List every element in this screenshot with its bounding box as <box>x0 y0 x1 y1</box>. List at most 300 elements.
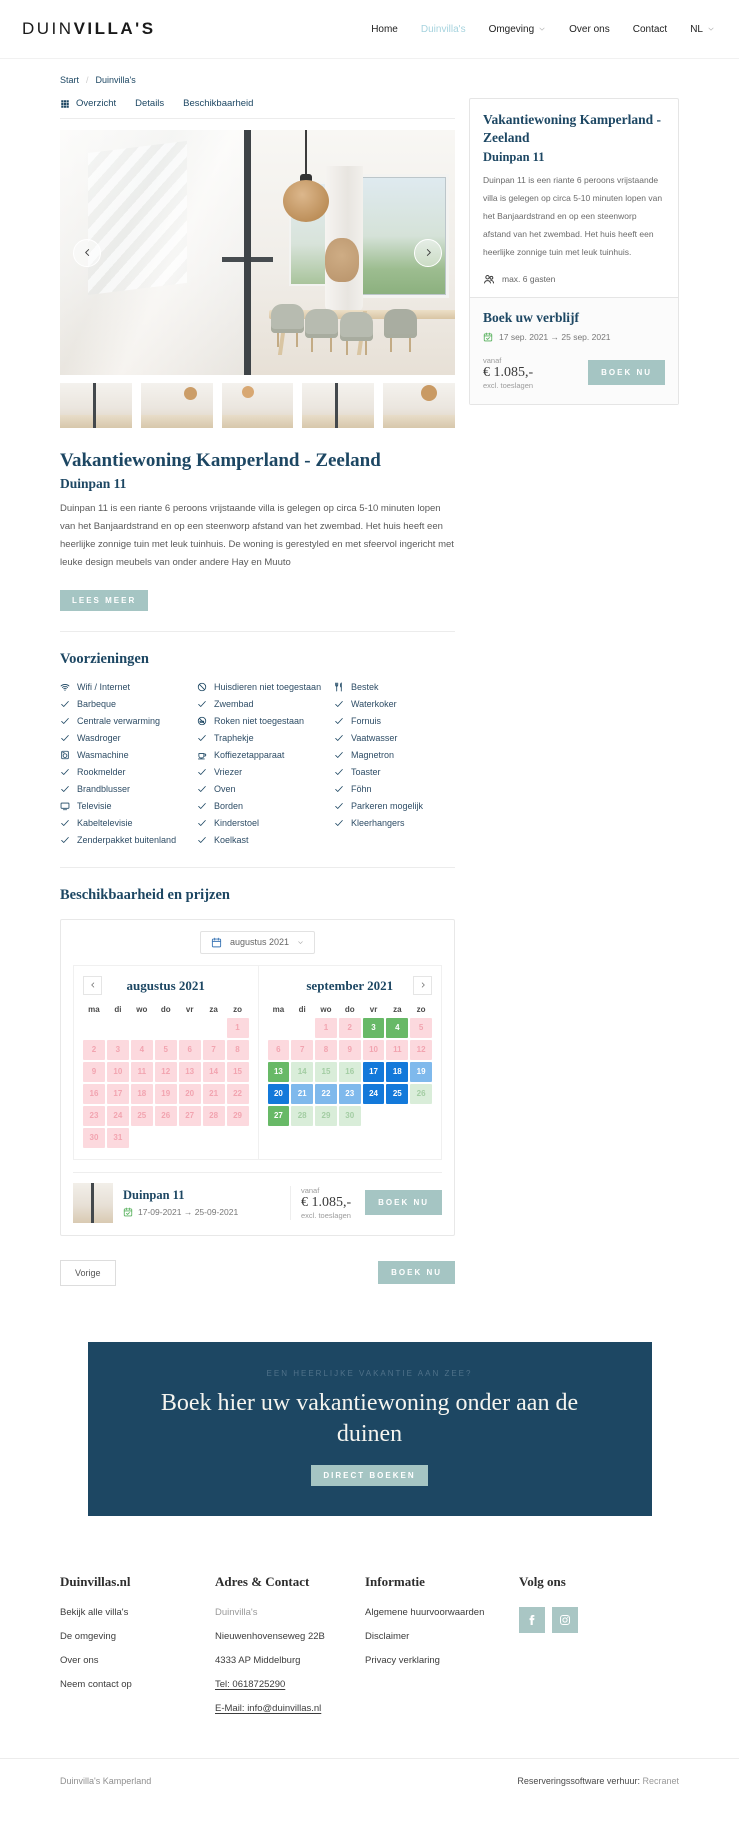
footer-link-neem-contact-op[interactable]: Neem contact op <box>60 1679 132 1691</box>
check-icon <box>60 699 70 709</box>
footer-link-de-omgeving[interactable]: De omgeving <box>60 1631 116 1643</box>
logo[interactable] <box>22 19 156 39</box>
footer-column-duinvillas-nl <box>60 1574 215 1714</box>
next-month-button[interactable] <box>413 976 432 995</box>
calendar-day[interactable]: 16 <box>83 1084 105 1104</box>
booking-row <box>73 1172 442 1223</box>
carousel-thumbnails <box>60 383 455 428</box>
calendar-day-empty <box>155 1018 177 1038</box>
calendar-day[interactable]: 1 <box>315 1018 337 1038</box>
weekday-row <box>268 1005 433 1014</box>
calendar-day[interactable]: 25 <box>386 1084 408 1104</box>
amenity-item <box>60 783 197 796</box>
nav-item-duinvilla-s[interactable] <box>421 24 466 35</box>
weekday-label: di <box>298 1004 306 1014</box>
amenities-column-2 <box>197 681 334 847</box>
amenities-column-3 <box>334 681 471 847</box>
calendar-day[interactable]: 26 <box>155 1106 177 1126</box>
booking-row-dates <box>123 1207 280 1217</box>
calendar-day[interactable]: 21 <box>291 1084 313 1104</box>
logo-bold: VILLA'S <box>73 19 156 38</box>
footer-heading: Duinvillas.nl <box>60 1574 131 1590</box>
software-credit <box>517 1776 679 1786</box>
amenity-label: Brandblusser <box>77 784 131 795</box>
calendar-day[interactable]: 14 <box>203 1062 225 1082</box>
carousel-thumbnail[interactable] <box>60 383 132 428</box>
weekday-label: za <box>393 1004 402 1014</box>
amenity-item <box>197 817 334 830</box>
weekday-row <box>83 1005 249 1014</box>
bottom-bar <box>0 1758 739 1822</box>
calendar-day[interactable]: 18 <box>386 1062 408 1082</box>
calendar-day[interactable]: 4 <box>131 1040 153 1060</box>
calendar-day[interactable]: 30 <box>339 1106 361 1126</box>
check-icon <box>60 716 70 726</box>
amenity-item <box>197 715 334 728</box>
calendar-day[interactable]: 8 <box>315 1040 337 1060</box>
amenity-label: Magnetron <box>351 750 395 761</box>
cta-banner <box>88 1342 652 1516</box>
calendar-day[interactable]: 29 <box>227 1106 249 1126</box>
amenity-label: Zwembad <box>214 699 254 710</box>
photo-wall-decor <box>325 238 359 282</box>
calendar-day[interactable]: 12 <box>410 1040 432 1060</box>
bottom-actions <box>60 1260 455 1286</box>
booking-heading: Boek uw verblijf <box>483 309 579 325</box>
booking-price-row <box>483 356 665 390</box>
calendar-day[interactable]: 20 <box>268 1084 290 1104</box>
check-icon <box>334 750 344 760</box>
read-more-button[interactable]: LEES MEER <box>60 590 148 611</box>
grid-icon <box>60 99 70 109</box>
month-name: augustus 2021 <box>126 977 205 993</box>
month-select[interactable] <box>200 931 315 954</box>
footer-line: Duinvilla's <box>215 1607 258 1619</box>
footer-heading: Volg ons <box>519 1574 566 1590</box>
amenity-item <box>60 715 197 728</box>
weekday-label: di <box>114 1004 122 1014</box>
calendar-day[interactable]: 9 <box>83 1062 105 1082</box>
availability-calendar <box>60 919 455 1236</box>
main-photo[interactable] <box>60 130 455 375</box>
check-icon <box>334 716 344 726</box>
weekday-label: do <box>160 1004 171 1014</box>
calendar-icon <box>211 937 222 948</box>
booking-row-price <box>290 1186 351 1220</box>
weekday-label: vr <box>369 1004 378 1014</box>
breadcrumb-item-start[interactable]: Start <box>60 75 80 85</box>
breadcrumb-separator: / <box>86 75 89 85</box>
photo-glass-frame <box>244 130 251 375</box>
amenity-label: Koffiezetapparaat <box>214 750 285 761</box>
logo-thin: DUIN <box>22 19 74 38</box>
amenity-label: Föhn <box>351 784 372 795</box>
tab-overzicht[interactable] <box>60 98 116 109</box>
day-grid <box>83 1018 249 1148</box>
amenity-item <box>197 783 334 796</box>
amenity-label: Vaatwasser <box>351 733 398 744</box>
nav-item-label: Contact <box>632 23 668 35</box>
booking-row-book-button[interactable]: BOEK NU <box>365 1190 442 1215</box>
instagram-icon <box>559 1614 571 1626</box>
price-suffix: excl. toeslagen <box>300 1210 351 1220</box>
check-icon <box>60 733 70 743</box>
footer-line[interactable]: Tel: 0618725290 <box>215 1679 286 1691</box>
amenity-item <box>197 749 334 762</box>
calendar-day[interactable]: 13 <box>179 1062 201 1082</box>
calendar-day[interactable]: 4 <box>386 1018 408 1038</box>
page-title: Vakantiewoning Kamperland - Zeeland <box>60 450 381 471</box>
tab-details[interactable] <box>135 98 164 109</box>
calendar-day[interactable]: 2 <box>83 1040 105 1060</box>
booking-dates <box>483 332 665 342</box>
check-icon <box>60 784 70 794</box>
main-nav <box>371 24 715 35</box>
footer-links <box>60 1607 215 1690</box>
weekday-label: ma <box>88 1004 100 1014</box>
calendar-day[interactable]: 14 <box>291 1062 313 1082</box>
book-now-button[interactable]: BOEK NU <box>378 1261 455 1284</box>
weekday-label: vr <box>185 1004 194 1014</box>
amenity-label: Wasmachine <box>77 750 129 761</box>
calendar-day[interactable]: 23 <box>339 1084 361 1104</box>
calendar-day[interactable]: 7 <box>291 1040 313 1060</box>
prev-month-button[interactable] <box>83 976 102 995</box>
calendar-day-empty <box>131 1018 153 1038</box>
sidebar-subtitle: Duinpan 11 <box>483 150 545 165</box>
chevron-down-icon <box>297 939 304 946</box>
amenity-label: Wifi / Internet <box>77 682 131 693</box>
calendar-day[interactable]: 6 <box>268 1040 290 1060</box>
social-facebook-button[interactable] <box>519 1607 545 1633</box>
calendar-day[interactable]: 6 <box>179 1040 201 1060</box>
weekday-label: ma <box>272 1004 285 1014</box>
nav-item-home[interactable] <box>371 24 398 35</box>
footer-line[interactable]: E-Mail: info@duinvillas.nl <box>215 1703 322 1715</box>
calendar-day[interactable]: 10 <box>107 1062 129 1082</box>
divider <box>60 867 455 868</box>
sidebar-title: Vakantiewoning Kamperland - Zeeland <box>483 112 662 145</box>
calendar-day[interactable]: 8 <box>227 1040 249 1060</box>
calendar-day-empty <box>268 1018 290 1038</box>
calendar-day[interactable]: 29 <box>315 1106 337 1126</box>
calendar-day[interactable]: 5 <box>155 1040 177 1060</box>
calendar-day[interactable]: 3 <box>107 1040 129 1060</box>
sidebar <box>469 98 679 405</box>
weekday-label: wo <box>136 1004 148 1014</box>
booking-date-range: 17 sep. 2021 → 25 sep. 2021 <box>499 331 611 342</box>
tv-icon <box>60 801 70 811</box>
carousel-thumbnail[interactable] <box>383 383 455 428</box>
amenity-label: Kleerhangers <box>351 818 405 829</box>
tabs <box>60 98 455 119</box>
calendar-month-september-2021 <box>258 966 442 1159</box>
max-guests-label: max. 6 gasten <box>502 273 556 284</box>
amenity-label: Toaster <box>351 767 381 778</box>
footer-column-adres-contact <box>215 1574 365 1714</box>
calendar-day[interactable]: 19 <box>155 1084 177 1104</box>
footer-link-over-ons[interactable]: Over ons <box>60 1655 99 1667</box>
carousel-thumbnail[interactable] <box>222 383 294 428</box>
calendar-day[interactable]: 23 <box>83 1106 105 1126</box>
check-icon <box>197 835 207 845</box>
tab-label: Beschikbaarheid <box>183 98 254 109</box>
price-value: € 1.085,- <box>483 364 534 380</box>
calendar-day[interactable]: 17 <box>107 1084 129 1104</box>
breadcrumb-item-duinvilla-s[interactable]: Duinvilla's <box>95 75 136 85</box>
amenity-item <box>334 732 471 745</box>
amenity-label: Vriezer <box>214 767 243 778</box>
footer-heading: Informatie <box>365 1574 425 1590</box>
footer-column-informatie <box>365 1574 519 1714</box>
calendar-day[interactable]: 21 <box>203 1084 225 1104</box>
month-select-row <box>73 931 442 954</box>
check-icon <box>197 818 207 828</box>
month-select-value: augustus 2021 <box>229 937 290 948</box>
nav-item-label: Duinvilla's <box>420 23 466 35</box>
amenity-label: Koelkast <box>214 835 249 846</box>
calendar-day[interactable]: 27 <box>268 1106 290 1126</box>
photo-pendant-lamp <box>283 180 329 222</box>
calendar-day[interactable]: 12 <box>155 1062 177 1082</box>
nav-item-omgeving[interactable] <box>489 24 547 35</box>
amenity-item <box>197 732 334 745</box>
carousel-next-button[interactable] <box>414 239 442 267</box>
check-icon <box>60 767 70 777</box>
amenities-grid <box>60 681 455 847</box>
calendar-day[interactable]: 22 <box>227 1084 249 1104</box>
footer-link-privacy-verklaring[interactable]: Privacy verklaring <box>365 1655 440 1667</box>
weekday-label: do <box>344 1004 355 1014</box>
main-column <box>60 98 455 1286</box>
previous-button[interactable]: Vorige <box>60 1260 116 1286</box>
calendar-day[interactable]: 10 <box>363 1040 385 1060</box>
price-value: € 1.085,- <box>300 1194 352 1210</box>
chevron-left-icon <box>89 981 97 989</box>
amenity-item <box>334 715 471 728</box>
photo-chair <box>340 312 373 341</box>
calendar-day[interactable]: 7 <box>203 1040 225 1060</box>
footer <box>0 1516 739 1714</box>
availability-heading: Beschikbaarheid en prijzen <box>60 886 230 903</box>
carousel-thumbnail[interactable] <box>141 383 213 428</box>
content-columns <box>60 98 679 1286</box>
amenity-label: Televisie <box>77 801 112 812</box>
booking-row-date-range: 17-09-2021 → 25-09-2021 <box>138 1207 239 1218</box>
price-prefix: vanaf <box>483 355 502 365</box>
wifi-icon <box>60 682 70 692</box>
weekday-label: wo <box>320 1004 332 1014</box>
check-icon <box>197 767 207 777</box>
check-icon <box>197 699 207 709</box>
amenity-label: Centrale verwarming <box>77 716 161 727</box>
check-icon <box>197 733 207 743</box>
amenity-label: Zenderpakket buitenland <box>77 835 177 846</box>
coffee-machine-icon <box>197 750 207 760</box>
amenity-label: Waterkoker <box>351 699 397 710</box>
footer-line: Nieuwenhovenseweg 22B <box>215 1631 325 1643</box>
check-icon <box>334 801 344 811</box>
amenity-item <box>334 766 471 779</box>
calendar-day[interactable]: 17 <box>363 1062 385 1082</box>
amenity-item <box>60 766 197 779</box>
amenity-item <box>334 749 471 762</box>
month-header <box>268 976 433 996</box>
amenity-label: Roken niet toegestaan <box>214 716 305 727</box>
carousel-thumbnail[interactable] <box>302 383 374 428</box>
amenity-label: Oven <box>214 784 236 795</box>
cta-headline: Boek hier uw vakantiewoning onder aan de duinen <box>160 1389 579 1448</box>
amenity-item <box>60 834 197 847</box>
header <box>0 0 739 59</box>
check-icon <box>197 801 207 811</box>
amenities-column-1 <box>60 681 197 847</box>
check-icon <box>197 784 207 794</box>
amenity-label: Borden <box>214 801 244 812</box>
calendar-day-empty <box>83 1018 105 1038</box>
nav-item-label: NL <box>690 23 703 35</box>
breadcrumb <box>60 75 679 85</box>
footer-line: 4333 AP Middelburg <box>215 1655 301 1667</box>
calendar-day[interactable]: 15 <box>315 1062 337 1082</box>
calendar-day[interactable]: 2 <box>339 1018 361 1038</box>
amenity-item <box>60 732 197 745</box>
amenities-heading: Voorzieningen <box>60 650 149 667</box>
chevron-right-icon <box>419 981 427 989</box>
footer-link-disclaimer[interactable]: Disclaimer <box>365 1631 410 1643</box>
calendar-day[interactable]: 11 <box>131 1062 153 1082</box>
calendar-day[interactable]: 16 <box>339 1062 361 1082</box>
calendar-check-icon <box>123 1207 133 1217</box>
calendar-day[interactable]: 28 <box>291 1106 313 1126</box>
amenity-item <box>334 800 471 813</box>
calendar-day[interactable]: 26 <box>410 1084 432 1104</box>
calendar-day[interactable]: 28 <box>203 1106 225 1126</box>
check-icon <box>334 784 344 794</box>
sidebar-summary <box>470 99 678 297</box>
nav-item-nl[interactable] <box>690 24 715 35</box>
divider <box>60 631 455 632</box>
weekday-label: za <box>209 1004 218 1014</box>
amenity-label: Rookmelder <box>77 767 126 778</box>
check-icon <box>60 835 70 845</box>
photo-window <box>357 174 449 298</box>
booking-row-thumbnail[interactable] <box>73 1183 113 1223</box>
calendar-month-augustus-2021 <box>74 966 258 1159</box>
calendar-day-empty <box>203 1018 225 1038</box>
amenity-label: Huisdieren niet toegestaan <box>214 682 322 693</box>
listing-subtitle: Duinpan 11 <box>60 476 127 491</box>
calendar-day[interactable]: 19 <box>410 1062 432 1082</box>
check-icon <box>334 733 344 743</box>
sidebar-book-button[interactable]: BOEK NU <box>588 360 665 385</box>
amenity-item <box>197 681 334 694</box>
footer-link-bekijk-alle-villa-s[interactable]: Bekijk alle villa's <box>60 1607 129 1619</box>
amenity-item <box>334 783 471 796</box>
max-guests <box>483 273 665 285</box>
calendar-day[interactable]: 9 <box>339 1040 361 1060</box>
amenity-label: Kinderstoel <box>214 818 260 829</box>
check-icon <box>334 818 344 828</box>
footer-address <box>215 1607 365 1714</box>
facebook-icon <box>526 1614 538 1626</box>
check-icon <box>334 699 344 709</box>
copyright-text: Duinvilla's Kamperland <box>60 1776 152 1787</box>
sidebar-description: Duinpan 11 is een riante 6 peroons vrijstaande villa is gelegen op circa 5-10 minuten lopen van het Banjaardstrand en op een steenworp afstand van het zwembad. Het huis heeft een heerlijke zonnige tuin met leuk tuinhuis. <box>483 175 663 257</box>
calendar-day[interactable]: 31 <box>107 1128 129 1148</box>
calendar-day[interactable]: 15 <box>227 1062 249 1082</box>
booking-row-info <box>123 1188 280 1217</box>
footer-link-algemene-huurvoorwaarden[interactable]: Algemene huurvoorwaarden <box>365 1607 485 1619</box>
social-instagram-button[interactable] <box>552 1607 578 1633</box>
amenity-item <box>60 681 197 694</box>
footer-column-volg-ons <box>519 1574 679 1714</box>
listing-description: Duinpan 11 is een riante 6 peroons vrijstaande villa is gelegen op circa 5-10 minuten lopen van het Banjaardstrand en op een steenworp afstand van het zwembad. Het huis heeft een heerlijke zonnige tuin met leuk tuinhuis. De woning is gerestyled en met sfeervol ingericht met leuke design meubels van onder andere Hay en Muuto <box>60 503 454 568</box>
carousel-prev-button[interactable] <box>73 239 101 267</box>
washing-machine-icon <box>60 750 70 760</box>
calendar-day[interactable]: 20 <box>179 1084 201 1104</box>
calendar-day[interactable]: 13 <box>268 1062 290 1082</box>
photo-chair <box>271 304 304 333</box>
calendar-months <box>73 965 442 1160</box>
amenity-label: Barbeque <box>77 699 117 710</box>
direct-book-button[interactable]: DIRECT BOEKEN <box>311 1465 427 1486</box>
no-pets-icon <box>197 682 207 692</box>
calendar-day[interactable]: 18 <box>131 1084 153 1104</box>
sidebar-card <box>469 98 679 405</box>
nav-item-label: Omgeving <box>488 23 535 35</box>
nav-item-over-ons[interactable] <box>569 24 610 35</box>
tab-label: Details <box>135 98 165 109</box>
calendar-check-icon <box>483 332 493 342</box>
amenity-item <box>197 834 334 847</box>
amenity-label: Fornuis <box>351 716 382 727</box>
software-credit-label: Reserveringssoftware verhuur: <box>517 1776 640 1787</box>
calendar-day[interactable]: 30 <box>83 1128 105 1148</box>
amenity-item <box>197 800 334 813</box>
calendar-day[interactable]: 25 <box>131 1106 153 1126</box>
amenity-item <box>197 766 334 779</box>
calendar-day[interactable]: 5 <box>410 1018 432 1038</box>
amenity-item <box>334 817 471 830</box>
chevron-left-icon <box>82 247 93 258</box>
price-prefix: vanaf <box>300 1185 320 1195</box>
chevron-down-icon <box>707 25 715 33</box>
calendar-day-empty <box>107 1018 129 1038</box>
calendar-day[interactable]: 24 <box>363 1084 385 1104</box>
footer-heading: Adres & Contact <box>215 1574 310 1590</box>
calendar-day[interactable]: 27 <box>179 1106 201 1126</box>
photo-chair <box>384 309 417 338</box>
footer-links <box>365 1607 519 1666</box>
month-header <box>83 976 249 996</box>
amenity-label: Kabeltelevisie <box>77 818 133 829</box>
booking-row-name[interactable]: Duinpan 11 <box>123 1188 185 1203</box>
calendar-day[interactable]: 3 <box>363 1018 385 1038</box>
tab-label: Overzicht <box>76 98 117 109</box>
amenity-label: Wasdroger <box>77 733 121 744</box>
software-credit-value[interactable]: Recranet <box>642 1776 679 1787</box>
calendar-day[interactable]: 11 <box>386 1040 408 1060</box>
nav-item-contact[interactable] <box>633 24 667 35</box>
weekday-label: zo <box>233 1004 242 1014</box>
tab-beschikbaarheid[interactable] <box>183 98 253 109</box>
calendar-day[interactable]: 22 <box>315 1084 337 1104</box>
calendar-day[interactable]: 1 <box>227 1018 249 1038</box>
amenity-item <box>60 749 197 762</box>
calendar-day-empty <box>179 1018 201 1038</box>
calendar-day[interactable]: 24 <box>107 1106 129 1126</box>
